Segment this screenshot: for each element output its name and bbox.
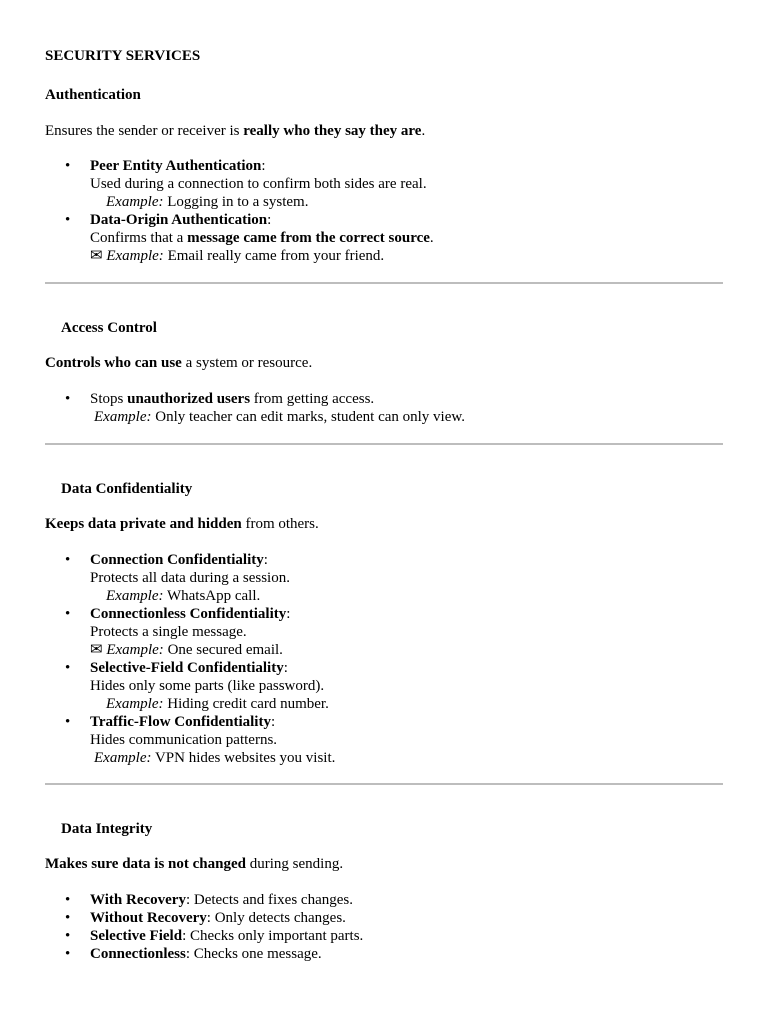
example-text: Email really came from your friend. xyxy=(163,248,385,264)
item-name: Connectionless xyxy=(90,946,186,962)
item-description: Hides only some parts (like password). xyxy=(90,678,325,694)
item-description: Protects a single message. xyxy=(90,624,247,640)
item-description: Used during a connection to confirm both sides are real. xyxy=(90,176,427,192)
item-name: Data-Origin Authentication xyxy=(90,212,268,228)
intro-end: a system or resource. xyxy=(181,355,313,371)
item-description: Hides communication patterns. xyxy=(90,732,278,748)
item-example xyxy=(90,193,723,211)
item-example xyxy=(90,587,723,605)
intro-end: from others. xyxy=(241,516,319,532)
list-item xyxy=(45,551,723,605)
access-control-list xyxy=(45,390,723,426)
intro-bold: Controls who can use xyxy=(45,355,182,371)
list-item xyxy=(45,157,723,211)
section-divider xyxy=(45,282,723,284)
section-heading: Data Integrity xyxy=(61,821,153,837)
list-item xyxy=(45,713,723,767)
item-text: : Detects and fixes changes. xyxy=(185,892,353,908)
list-item xyxy=(45,659,723,713)
example-text: One secured email. xyxy=(163,642,283,658)
section-divider xyxy=(45,783,723,785)
confidentiality-list xyxy=(45,551,723,767)
item-text-end: from getting access. xyxy=(250,391,375,407)
section-heading: Data Confidentiality xyxy=(61,481,193,497)
section-data-confidentiality xyxy=(45,480,723,766)
example-label: Example: xyxy=(94,409,152,425)
description-bold: message came from the correct source xyxy=(187,230,430,246)
example-text: WhatsApp call. xyxy=(163,588,261,604)
item-example xyxy=(90,247,723,265)
intro-bold: Makes sure data is not changed xyxy=(45,856,246,872)
example-label: Example: xyxy=(106,696,164,712)
item-example xyxy=(90,749,723,767)
item-text: : Checks only important parts. xyxy=(182,928,364,944)
example-text: VPN hides websites you visit. xyxy=(151,750,336,766)
document-title: SECURITY SERVICES xyxy=(45,48,201,64)
section-divider xyxy=(45,443,723,445)
intro-text: Ensures the sender or receiver is xyxy=(45,123,244,139)
example-text: Hiding credit card number. xyxy=(163,696,329,712)
item-example xyxy=(90,641,723,659)
example-text: Only teacher can edit marks, student can only view. xyxy=(151,409,465,425)
envelope-icon: ✉ xyxy=(90,642,107,658)
section-authentication xyxy=(45,86,723,264)
item-colon: : xyxy=(286,606,291,622)
item-name: Peer Entity Authentication xyxy=(90,158,262,174)
authentication-list xyxy=(45,157,723,265)
item-text: : Only detects changes. xyxy=(206,910,346,926)
item-example xyxy=(90,408,723,426)
example-label: Example: xyxy=(106,588,164,604)
item-text: Stops xyxy=(90,391,128,407)
item-colon: : xyxy=(270,714,276,730)
item-description xyxy=(90,229,723,247)
list-item xyxy=(45,891,723,909)
item-text: : Checks one message. xyxy=(185,946,322,962)
item-colon: : xyxy=(267,212,272,228)
intro-bold: really who they say they are xyxy=(243,123,422,139)
example-text: Logging in to a system. xyxy=(163,194,309,210)
intro-bold: Keeps data private and hidden xyxy=(45,516,242,532)
item-description: Protects all data during a session. xyxy=(90,570,290,586)
item-colon: : xyxy=(283,660,288,676)
item-colon: : xyxy=(261,158,266,174)
example-label: Example: xyxy=(106,642,164,658)
list-item xyxy=(45,211,723,265)
item-name: Selective-Field Confidentiality xyxy=(90,660,284,676)
list-item xyxy=(45,945,723,963)
example-label: Example: xyxy=(106,194,164,210)
item-name: Connection Confidentiality xyxy=(90,552,264,568)
list-item xyxy=(45,390,723,426)
section-intro xyxy=(45,354,312,372)
section-heading: Access Control xyxy=(61,320,157,336)
integrity-list xyxy=(45,891,723,963)
section-access-control xyxy=(45,319,723,425)
section-intro xyxy=(45,855,343,873)
item-name: Connectionless Confidentiality xyxy=(90,606,287,622)
example-label: Example: xyxy=(94,750,152,766)
description-end: . xyxy=(429,230,434,246)
item-name: Selective Field xyxy=(90,928,183,944)
section-data-integrity xyxy=(45,820,723,962)
intro-end: during sending. xyxy=(246,856,344,872)
envelope-icon: ✉ xyxy=(90,248,107,264)
section-heading: Authentication xyxy=(45,87,141,103)
item-example xyxy=(90,695,723,713)
item-bold: unauthorized users xyxy=(127,391,251,407)
description-text: Confirms that a xyxy=(90,230,188,246)
list-item xyxy=(45,927,723,945)
item-name: Without Recovery xyxy=(90,910,207,926)
section-intro xyxy=(45,122,425,140)
intro-end: . xyxy=(421,123,426,139)
item-name: With Recovery xyxy=(90,892,186,908)
item-colon: : xyxy=(263,552,268,568)
list-item xyxy=(45,909,723,927)
item-name: Traffic-Flow Confidentiality xyxy=(90,714,271,730)
list-item xyxy=(45,605,723,659)
section-intro xyxy=(45,515,319,533)
example-label: Example: xyxy=(106,248,164,264)
